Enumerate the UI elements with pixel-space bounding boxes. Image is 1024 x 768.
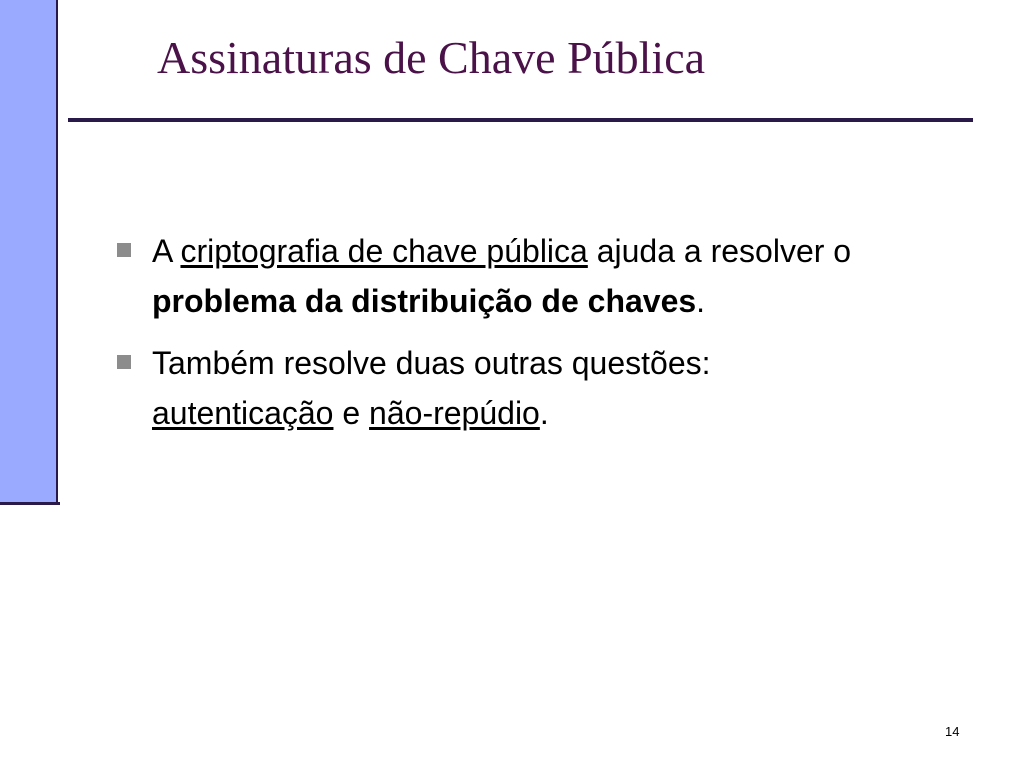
left-accent-bar [0, 0, 58, 502]
bullet-text-part: ajuda a resolver o [587, 233, 852, 269]
title-divider [68, 118, 973, 122]
square-bullet-icon [117, 355, 131, 369]
bullet-text-underlined: não-repúdio [369, 395, 540, 431]
bullet-text-part: Também resolve duas outras questões: [152, 345, 711, 381]
bullet-text-part: . [539, 395, 549, 431]
page-number: 14 [945, 724, 960, 739]
bullet-text-part: . [696, 283, 706, 319]
bullet-text-underlined: criptografia de chave pública [180, 233, 588, 269]
square-bullet-icon [117, 243, 131, 257]
bullet-item [115, 226, 895, 326]
bullet-text-bold: problema da distribuição de chaves [152, 283, 697, 319]
bullet-text-part: A [152, 233, 181, 269]
bullet-item [115, 338, 895, 438]
bullet-list [115, 226, 895, 438]
slide-title: Assinaturas de Chave Pública [157, 32, 706, 83]
bullet-text-underlined: autenticação [152, 395, 334, 431]
left-accent-line [0, 502, 60, 505]
bullet-text-part: e [333, 395, 370, 431]
